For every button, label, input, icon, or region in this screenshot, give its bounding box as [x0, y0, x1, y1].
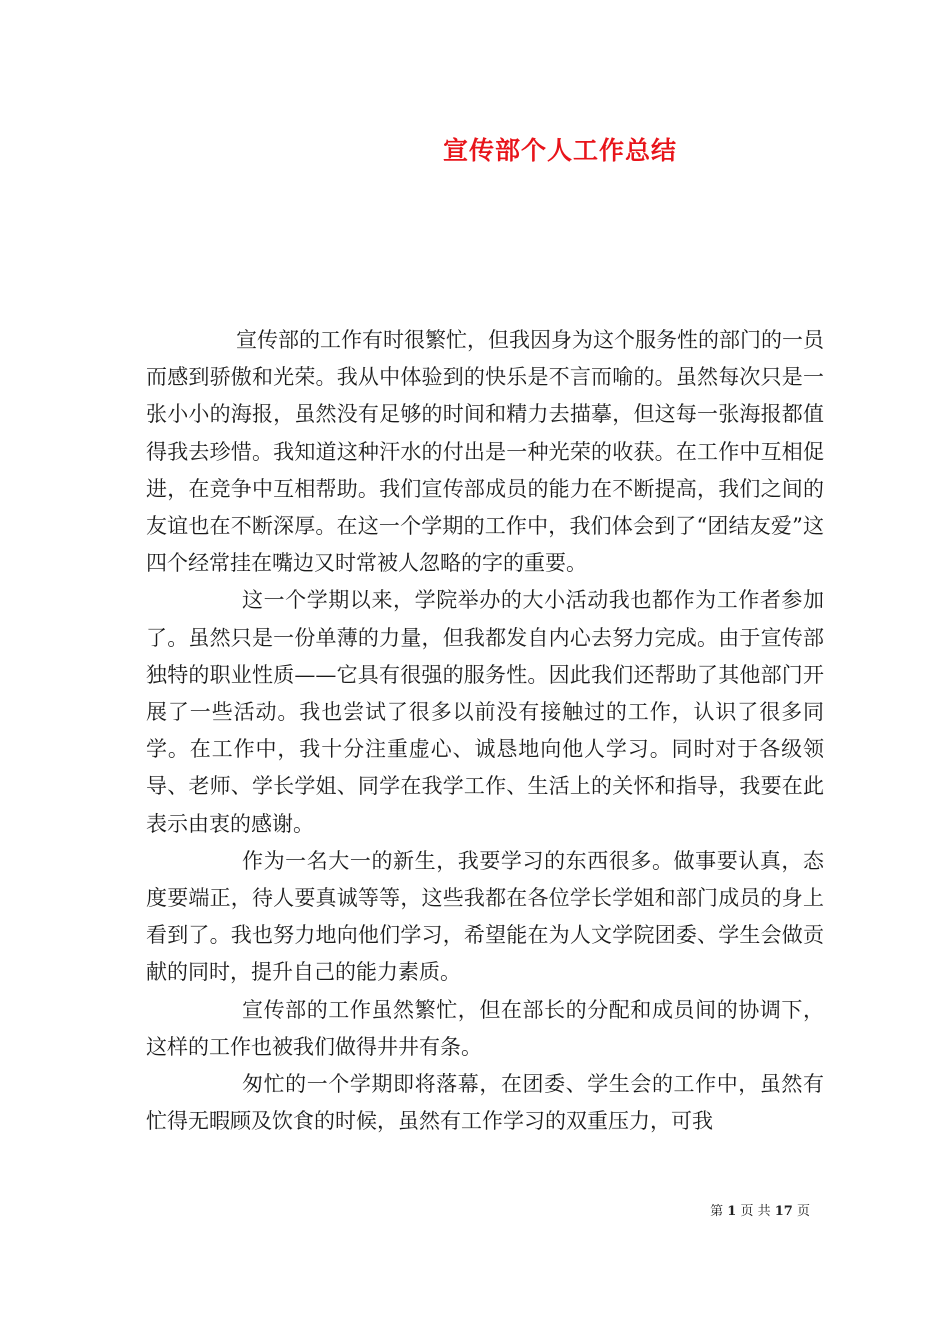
document-body [146, 322, 824, 1140]
footer-total-pages: 17 [774, 1204, 793, 1219]
page-number-footer [680, 1202, 810, 1222]
document-title: 宣传部个人工作总结 [442, 136, 677, 165]
footer-current-page: 1 [727, 1204, 737, 1219]
paragraph-2: 这一个学期以来，学院举办的大小活动我也都作为工作者参加了。虽然只是一份单薄的力量，但我都发自内心去努力完成。由于宣传部独特的职业性质——它具有很强的服务性。因此我们还帮助了其他部门开展了一些活动。我也尝试了很多以前没有接触过的工作，认识了很多同学。在工作中，我十分注重虚心、诚恳地向他人学习。同时对于各级领导、老师、学长学姐、同学在我学工作、生活上的关怀和指导，我要在此表示由衷的感谢。 [146, 588, 824, 836]
footer-suffix: 页 [796, 1204, 810, 1219]
paragraph-3: 作为一名大一的新生，我要学习的东西很多。做事要认真，态度要端正，待人要真诚等等，这些我都在各位学长学姐和部门成员的身上看到了。我也努力地向他们学习，希望能在为人文学院团委、学生会做贡献的同时，提升自己的能力素质。 [146, 848, 824, 985]
paragraph-4: 宣传部的工作虽然繁忙，但在部长的分配和成员间的协调下，这样的工作也被我们做得井井有条。 [146, 997, 824, 1059]
paragraph-5: 匆忙的一个学期即将落幕，在团委、学生会的工作中，虽然有忙得无暇顾及饮食的时候，虽然有工作学习的双重压力，可我 [146, 1072, 824, 1134]
paragraph-1: 宣传部的工作有时很繁忙，但我因身为这个服务性的部门的一员而感到骄傲和光荣。我从中体验到的快乐是不言而喻的。虽然每次只是一张小小的海报，虽然没有足够的时间和精力去描摹，但这每一张海报都值得我去珍惜。我知道这种汗水的付出是一种光荣的收获。在工作中互相促进，在竞争中互相帮助。我们宣传部成员的能力在不断提高，我们之间的友谊也在不断深厚。在这一个学期的工作中，我们体会到了“团结友爱”这四个经常挂在嘴边又时常被人忽略的字的重要。 [146, 328, 824, 576]
footer-middle: 页 共 [740, 1204, 771, 1219]
footer-prefix: 第 [710, 1204, 724, 1219]
